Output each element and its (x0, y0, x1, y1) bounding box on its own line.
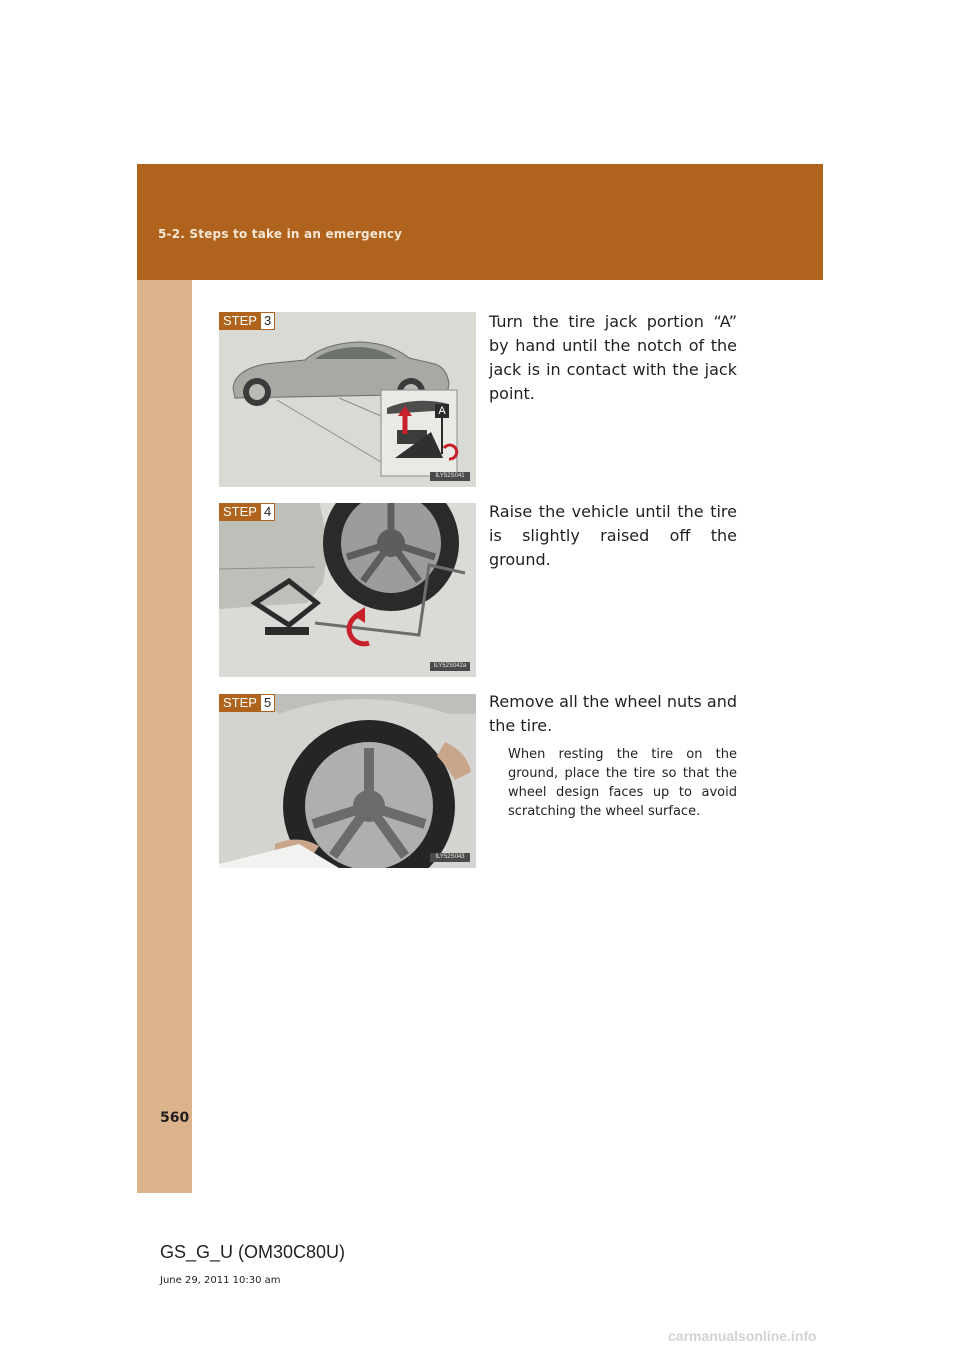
callout-a-label: A (435, 404, 449, 418)
step-3-figure (219, 312, 476, 487)
document-id: GS_G_U (OM30C80U) (160, 1242, 346, 1262)
document-date: June 29, 2011 10:30 am (160, 1275, 281, 1286)
step-number: 4 (261, 503, 275, 521)
figure-code: ILY52S042a (430, 662, 470, 671)
step-5-badge (219, 694, 275, 712)
raise-vehicle-illustration (219, 503, 476, 677)
step-label: STEP (219, 694, 261, 712)
step-3-text: Turn the tire jack portion “A” by hand until the notch of the jack is in contact with the jack point. (489, 312, 737, 403)
callout-a-arrow (441, 418, 443, 454)
figure-code: ILY52S041 (430, 472, 470, 481)
car-jack-point-illustration (219, 312, 476, 487)
side-tab-bar (137, 164, 192, 1193)
watermark: carmanualsonline.info (668, 1328, 817, 1344)
step-5-figure (219, 694, 476, 868)
step-5-note: When resting the tire on the ground, place the tire so that the wheel design faces up to avoid scratching the wheel surface. (508, 747, 737, 819)
step-4-badge (219, 503, 275, 521)
step-4-figure (219, 503, 476, 677)
page-number: 560 (160, 1110, 190, 1126)
step-5-text: Remove all the wheel nuts and the tire. (489, 692, 737, 735)
step-number: 5 (261, 694, 275, 712)
section-header-bar (137, 164, 823, 280)
section-title: 5-2. Steps to take in an emergency (158, 227, 403, 241)
figure-code: ILY52S043 (430, 853, 470, 862)
step-label: STEP (219, 503, 261, 521)
step-label: STEP (219, 312, 261, 330)
step-number: 3 (261, 312, 275, 330)
step-4-text: Raise the vehicle until the tire is slightly raised off the ground. (489, 502, 737, 569)
remove-tire-illustration (219, 694, 476, 868)
step-3-badge (219, 312, 275, 330)
